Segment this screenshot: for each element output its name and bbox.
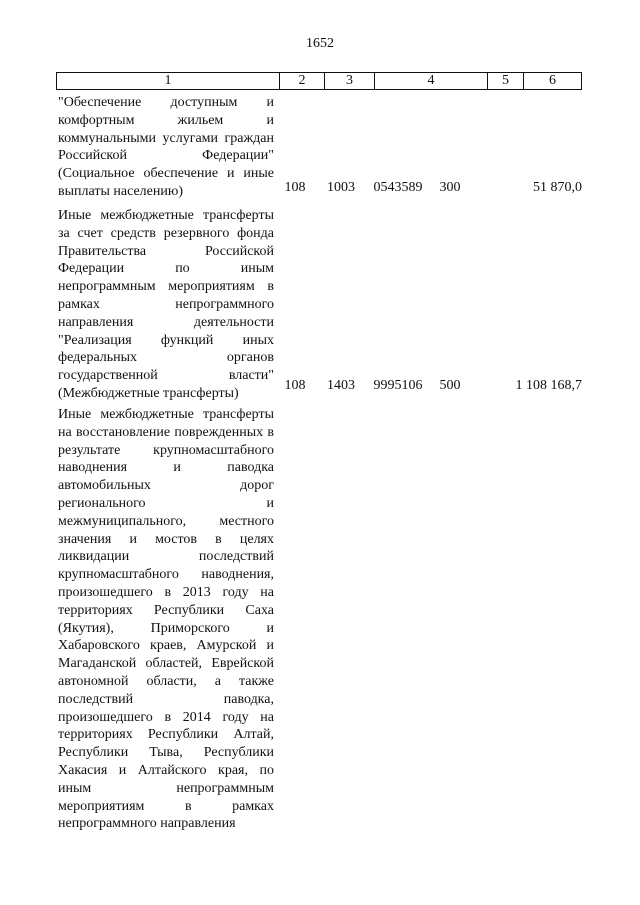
target-article-code: 9995106 — [373, 378, 423, 394]
column-header-1: 1 — [164, 73, 172, 88]
row-description: "Обеспечение доступным и комфортным жильем и коммунальными услугами граждан Российской Федерации" (Социальное обеспечение и иные выплаты населению) — [58, 95, 274, 199]
expense-type-code: 300 — [439, 180, 461, 196]
table-row — [0, 207, 640, 401]
column-header-4: 4 — [374, 73, 487, 89]
amount: 1 108 168,7 — [515, 378, 582, 394]
section-code: 1403 — [327, 378, 355, 394]
page-number: 1652 — [306, 36, 334, 51]
column-header-3: 3 — [324, 73, 374, 89]
column-header-6: 6 — [523, 73, 581, 89]
column-header-5: 5 — [487, 73, 523, 89]
column-header-2: 2 — [279, 73, 324, 89]
row-description: Иные межбюджетные трансферты на восстановление поврежденных в результате крупномасштабного наводнения и паводка автомобильных дорог регионального и межмуниципального, местного значения и мостов в целях ликвидации последствий крупномасштабного наводнения, произошедшего в 2013 году на территориях Республики Саха (Якутия), Приморского и Хабаровского краев, Амурской и Магаданской областей, Еврейской автономной области, а также последствий паводка, произошедшего в 2014 году на территориях Республики Алтай, Республики Тыва, Республики Хакасия и Алтайского края, по иным непрограммным мероприятиям в рамках непрограммного направления — [58, 407, 274, 832]
amount: 51 870,0 — [533, 180, 582, 196]
expense-type-code: 500 — [439, 378, 461, 394]
table-row — [0, 94, 640, 197]
section-code: 1003 — [327, 180, 355, 196]
target-article-code: 0543589 — [373, 180, 423, 196]
ministry-code: 108 — [284, 180, 306, 196]
ministry-code: 108 — [284, 378, 306, 394]
row-description: Иные межбюджетные трансферты за счет средств резервного фонда Правительства Российской Федерации по иным непрограммным мероприятиям в рамках непрограммного направления деятельности "Реализация функций иных федеральных органов государственной власти" (Межбюджетные трансферты) — [58, 208, 274, 401]
table-row — [0, 406, 640, 832]
table-header — [56, 72, 582, 90]
